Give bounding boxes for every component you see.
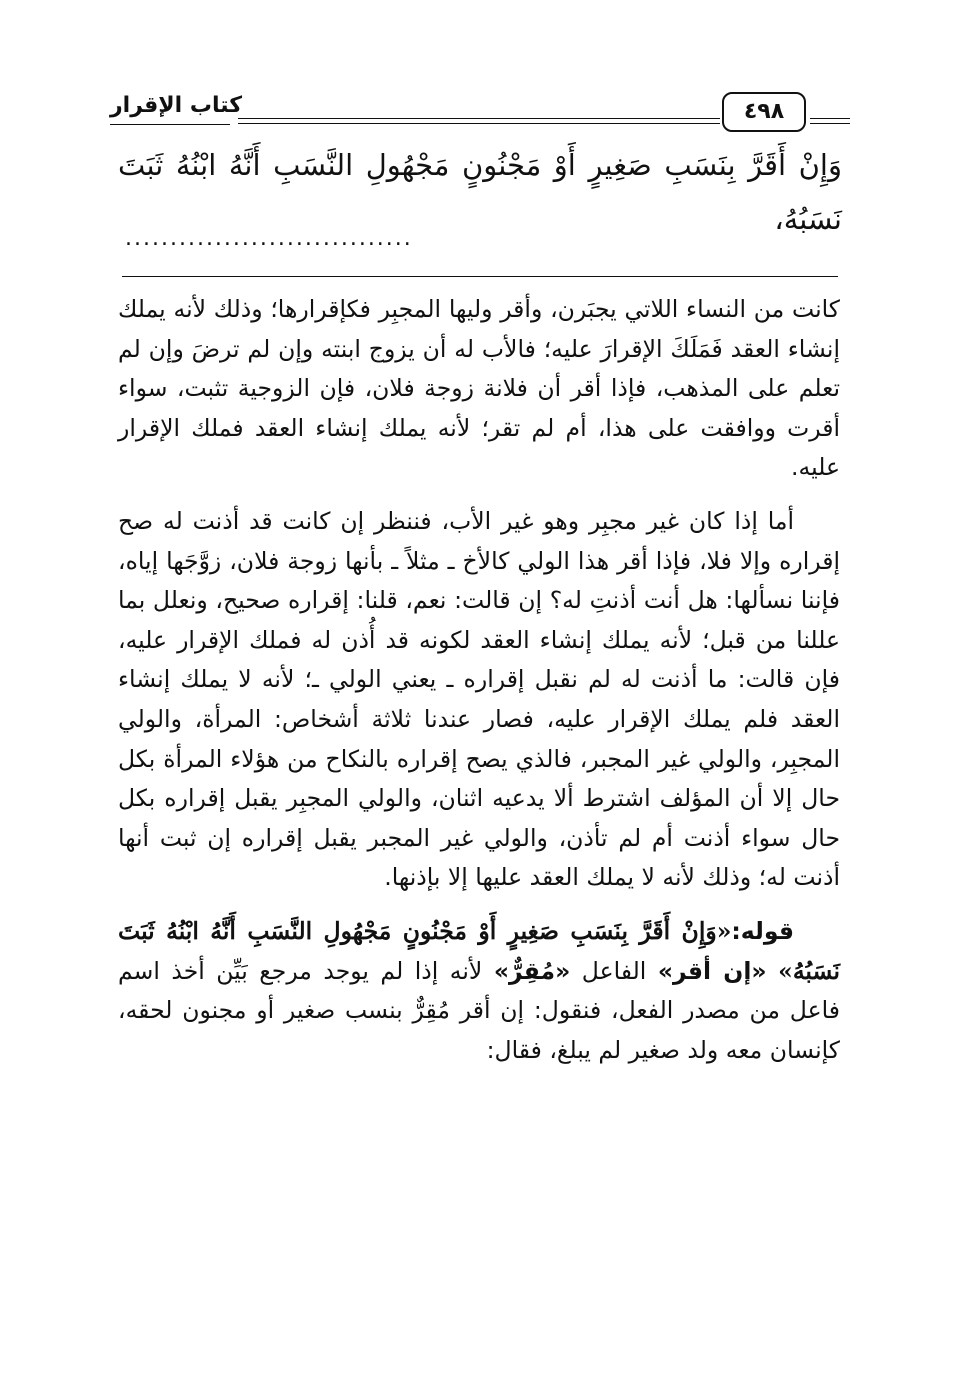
- spacer-text: [767, 957, 779, 985]
- header-rule-right: [810, 118, 850, 119]
- term-in-aqarra: «إن أقر»: [657, 956, 767, 985]
- commentary: [118, 290, 840, 1070]
- book-title-underline: [110, 124, 230, 125]
- paragraph-3-text-2: لأنه إذا لم يوجد مرجع بَيِّن أخذ اسم فاعل من مصدر الفعل، فنقول: إن أقر مُقِرٌّ بنسب صغير أو مجنون لحقه، كإنسان معه ولد صغير لم يبلغ، فقال:: [118, 956, 840, 1064]
- book-title: كتاب الإقرار: [110, 93, 243, 118]
- commentary-paragraph-3: [118, 912, 840, 1070]
- term-muqirr: «مُقِرٌّ»: [493, 956, 571, 985]
- paragraph-3-text-1: الفاعل: [570, 956, 658, 985]
- matn-dots: ................................: [125, 226, 413, 251]
- running-header: [110, 92, 850, 132]
- commentary-paragraph-2: [118, 502, 840, 898]
- qawluhu-label: قوله:: [731, 916, 794, 945]
- matn-quote: «وَإِنْ أَقَرَّ بِنَسَبِ صَغِيرٍ أَوْ مَجْنُونٍ مَجْهُولِ النَّسَبِ أَنَّهُ ابْنُهُ ثَبَتَ نَسَبُهُ»: [118, 916, 841, 985]
- header-rule-thin: [238, 123, 720, 124]
- commentary-paragraph-1: كانت من النساء اللاتي يجبَرن، وأقر وليها المجبِر فكإقرارها؛ وذلك لأنه يملك إنشاء العقد فَمَلَكَ الإقرارَ عليه؛ فالأب له أن يزوج ابنته وإن لم ترضَ وإن لم تعلم على المذهب، فإذا أقر أن فلانة زوجة فلان، فإن الزوجية تثبت، سواء أقرت ووافقت على هذا، أم لم تقر؛ لأنه يملك إنشاء العقد فملك الإقرار عليه.: [118, 295, 840, 482]
- header-rule: [238, 118, 720, 119]
- paragraph-2-text: أما إذا كان غير مجبِر وهو غير الأب، فننظر إن كانت قد أذنت له صح إقراره وإلا فلا، فإذا أقر هذا الولي كالأخ ـ مثلاً ـ بأنها زوجة فلان، زوَّجَها إياه، فإننا نسألها: هل أنت أذنتِ له؟ إن قالت: نعم، قلنا: إقراره صحيح، ونعلل بما عللنا من قبل؛ لأنه يملك إنشاء العقد لكونه قد أُذن له فملك الإقرار عليه، فإن قالت: ما أذنت له لم نقبل إقراره ـ يعني الولي ـ؛ لأنه لا يملك إنشاء العقد فلم يملك الإقرار عليه، فصار عندنا ثلاثة أشخاص: المرأة، والولي المجبِر، والولي غير المجبر، فالذي يصح إقراره بالنكاح من هؤلاء المرأة بكل حال إلا أن المؤلف اشترط ألا يدعيه اثنان، والولي المجبِر يقبل إقراره بكل حال سواء أذنت أم لم تأذن، والولي غير المجبر يقبل إقراره إن ثبت أنها أذنت له؛ وذلك لأنه لا يملك العقد عليها إلا بإذنها.: [118, 506, 840, 892]
- matn-separator: [122, 276, 838, 277]
- header-rule-right-thin: [810, 123, 850, 124]
- page-number: ٤٩٨: [722, 92, 806, 132]
- matn-text: وَإِنْ أَقَرَّ بِنَسَبِ صَغِيرٍ أَوْ مَجْنُونٍ مَجْهُولِ النَّسَبِ أَنَّهُ ابْنُهُ ثَبَتَ نَسَبُهُ،: [118, 148, 842, 236]
